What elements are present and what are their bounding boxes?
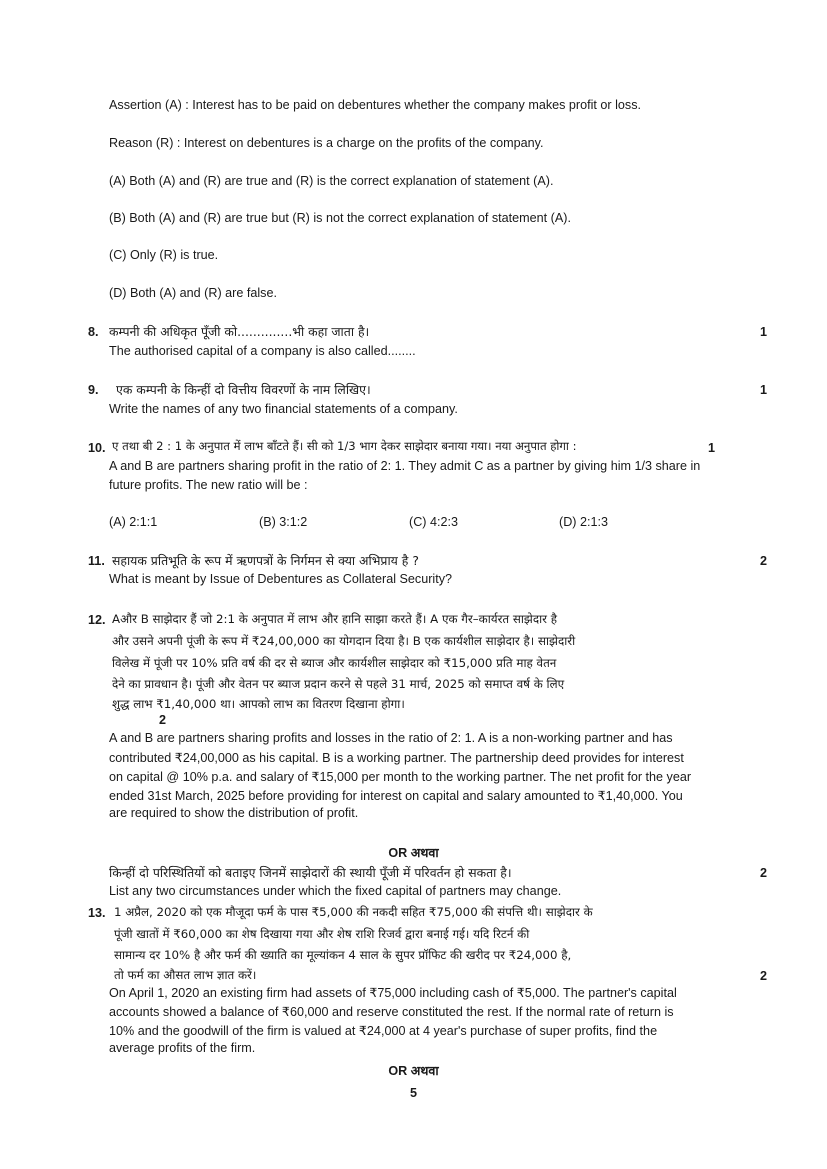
q9-number: 9. (88, 383, 99, 397)
q12-english-line4: ended 31st March, 2025 before providing for interest on capital and salary amounted to ₹1,40,000. You (109, 789, 683, 803)
q13-english-line4: average profits of the firm. (109, 1041, 256, 1055)
q12-hindi-line5: शुद्ध लाभ ₹1,40,000 था। आपको लाभ का वितरण दिखाना होगा। (112, 697, 405, 711)
q10-english-line2: future profits. The new ratio will be : (109, 478, 308, 492)
q11-marks: 2 (759, 554, 767, 568)
q9-hindi: एक कम्पनी के किन्हीं दो वित्तीय विवरणों के नाम लिखिए। (116, 382, 371, 397)
assertion-option-c: (C) Only (R) is true. (109, 248, 219, 262)
q9-marks: 1 (759, 383, 767, 397)
q10-option-b: (B) 3:1:2 (259, 515, 308, 529)
q12-english-line1: A and B are partners sharing profits and losses in the ratio of 2: 1. A is a non-working partner and has (109, 731, 673, 745)
q11-english: What is meant by Issue of Debentures as Collateral Security? (109, 572, 452, 586)
q12-or-marks: 2 (759, 866, 767, 880)
q12-number: 12. (88, 613, 106, 627)
q11-hindi: सहायक प्रतिभूति के रूप में ऋणपत्रों के निर्गमन से क्या अभिप्राय है ? (112, 553, 419, 568)
q10-option-c: (C) 4:2:3 (409, 515, 458, 529)
or-divider-2: OR अथवा (388, 1064, 439, 1078)
q12-english-line2: contributed ₹24,00,000 as his capital. B is a working partner. The partnership deed provides for interest (109, 751, 684, 765)
q9-english: Write the names of any two financial statements of a company. (109, 402, 458, 416)
q13-number: 13. (88, 906, 106, 920)
reason-statement: Reason (R) : Interest on debentures is a charge on the profits of the company. (109, 136, 544, 150)
q10-option-d: (D) 2:1:3 (559, 515, 608, 529)
page-number: 5 (409, 1086, 417, 1100)
assertion-option-d: (D) Both (A) and (R) are false. (109, 286, 277, 300)
q13-marks: 2 (759, 969, 767, 983)
q12-or-english: List any two circumstances under which the fixed capital of partners may change. (109, 884, 562, 898)
q13-english-line2: accounts showed a balance of ₹60,000 and reserve constituted the rest. If the normal rate of return is (109, 1005, 674, 1019)
q13-english-line3: 10% and the goodwill of the firm is valued at ₹24,000 at 4 year's purchase of super profits, find the (109, 1024, 658, 1038)
q13-hindi-line3: सामान्य दर 10% है और फर्म की ख्याति का मूल्यांकन 4 साल के सुपर प्रॉफिट की खरीद पर ₹24,000 है, (114, 948, 572, 962)
assertion-option-a: (A) Both (A) and (R) are true and (R) is the correct explanation of statement (A). (109, 174, 554, 188)
q11-number: 11. (88, 554, 105, 568)
q13-hindi-line2: पूंजी खातों में ₹60,000 का शेष दिखाया गया और शेष राशि रिजर्व द्वारा बनाई गई। यदि रिटर्न की (114, 927, 530, 941)
q13-hindi-line1: 1 अप्रैल, 2020 को एक मौजूदा फर्म के पास ₹5,000 की नकदी सहित ₹75,000 की संपत्ति थी। साझेदार के (114, 905, 593, 919)
assertion-statement: Assertion (A) : Interest has to be paid on debentures whether the company makes profit or loss. (109, 98, 642, 112)
q10-number: 10. (88, 441, 106, 455)
q10-english-line1: A and B are partners sharing profit in the ratio of 2: 1. They admit C as a partner by giving him 1/3 share in (109, 459, 701, 473)
q12-hindi-line1: Aऔर B साझेदार हैं जो 2:1 के अनुपात में लाभ और हानि साझा करते हैं। A एक गैर–कार्यरत साझेदार है (112, 612, 558, 626)
q13-english-line1: On April 1, 2020 an existing firm had assets of ₹75,000 including cash of ₹5,000. The partner's capital (109, 986, 677, 1000)
q12-english-line3: on capital @ 10% p.a. and salary of ₹15,000 per month to the working partner. The net profit for the year (109, 770, 692, 784)
q12-hindi-line2: और उसने अपनी पूंजी के रूप में ₹24,00,000 का योगदान दिया है। B एक कार्यशील साझेदार है। साझेदारी (112, 634, 576, 648)
q13-hindi-line4: तो फर्म का औसत लाभ ज्ञात करें। (114, 968, 257, 982)
q10-marks: 1 (708, 441, 716, 455)
q12-marks: 2 (159, 713, 167, 727)
q12-english-line5: are required to show the distribution of profit. (109, 806, 359, 820)
assertion-option-b: (B) Both (A) and (R) are true but (R) is not the correct explanation of statement (A). (109, 211, 571, 225)
or-divider-1: OR अथवा (388, 846, 439, 860)
q8-english: The authorised capital of a company is also called........ (109, 344, 416, 358)
q10-hindi: ए तथा बी 2 : 1 के अनुपात में लाभ बाँटते हैं। सी को 1/3 भाग देकर साझेदार बनाया गया। नया अनुपात होगा : (112, 439, 577, 453)
q10-option-a: (A) 2:1:1 (109, 515, 158, 529)
q12-hindi-line4: देने का प्रावधान है। पूंजी और वेतन पर ब्याज प्रदान करने से पहले 31 मार्च, 2025 को समाप्त वर्ष के लिए (112, 677, 565, 691)
q12-hindi-line3: विलेख में पूंजी पर 10% प्रति वर्ष की दर से ब्याज और कार्यशील साझेदार को ₹15,000 प्रति माह वेतन (112, 656, 557, 670)
q8-marks: 1 (759, 325, 767, 339)
q8-hindi: कम्पनी की अधिकृत पूँजी को..............भी कहा जाता है। (109, 324, 370, 339)
q8-number: 8. (88, 325, 99, 339)
q12-or-hindi: किन्हीं दो परिस्थितियों को बताइए जिनमें साझेदारों की स्थायी पूँजी में परिवर्तन हो सकता है। (109, 865, 512, 880)
